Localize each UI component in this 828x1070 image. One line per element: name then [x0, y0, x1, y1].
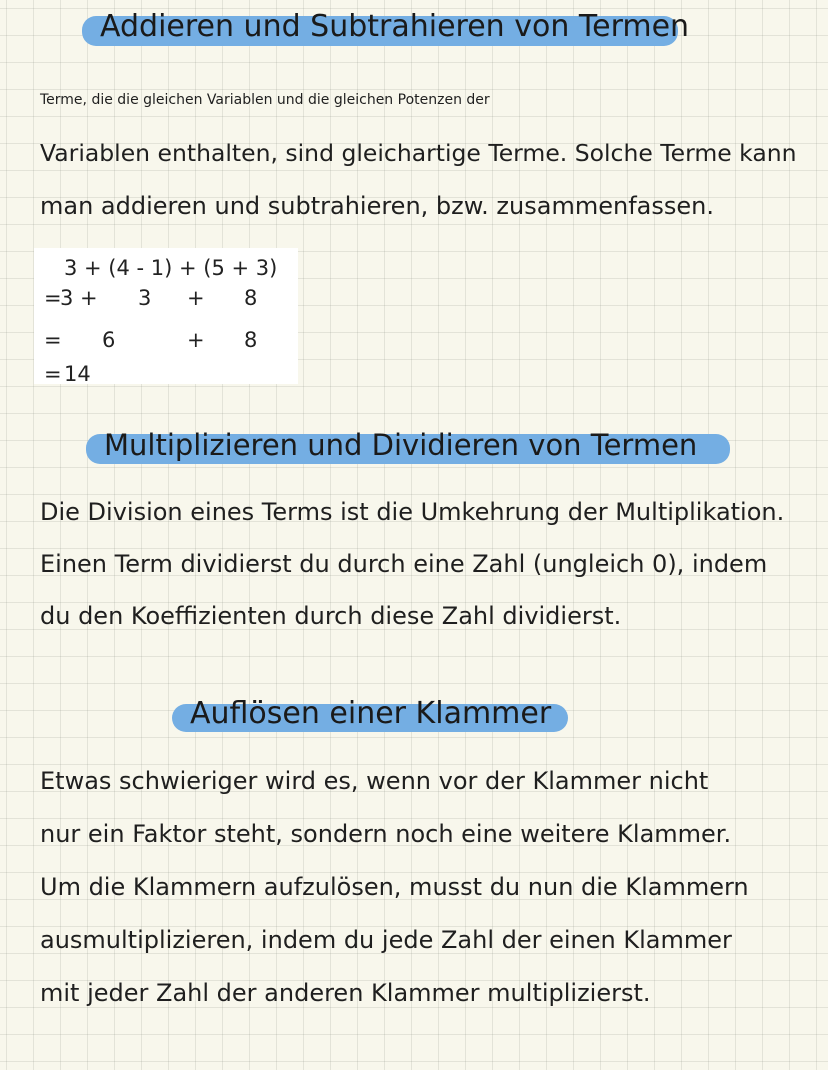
paragraph-line: du den Koeffizienten durch diese Zahl dividierst. [40, 602, 622, 630]
paragraph-line: Variablen enthalten, sind gleichartige Terme. Solche Terme kann [40, 139, 797, 167]
paragraph-line: Um die Klammern aufzulösen, musst du nun die Klammern [40, 873, 749, 901]
example-equals: = [44, 362, 62, 386]
paragraph-line: ausmultiplizieren, indem du jede Zahl der einen Klammer [40, 926, 732, 954]
example-term: 3 + [60, 286, 98, 310]
paragraph-line: Die Division eines Terms ist die Umkehrung der Multiplikation. [40, 498, 785, 526]
section-heading-multiplizieren: Multiplizieren und Dividieren von Termen [104, 428, 698, 462]
example-term: 8 [244, 286, 258, 310]
paragraph-line: Etwas schwieriger wird es, wenn vor der Klammer nicht [40, 767, 709, 795]
paragraph-line: Einen Term dividierst du durch eine Zahl (ungleich 0), indem [40, 550, 768, 578]
example-term: 6 [102, 328, 116, 352]
example-expression: 3 + (4 - 1) + (5 + 3) [64, 256, 278, 280]
paragraph-line: Terme, die die gleichen Variablen und die gleichen Potenzen der [40, 92, 490, 108]
section-paragraph-multiplizieren [40, 486, 784, 642]
example-box [34, 248, 298, 384]
paragraph-line: mit jeder Zahl der anderen Klammer multiplizierst. [40, 979, 651, 1007]
example-result: 14 [64, 362, 91, 386]
example-term: 3 [138, 286, 152, 310]
example-term: 8 [244, 328, 258, 352]
example-operator: + [187, 286, 205, 310]
paragraph-line: nur ein Faktor steht, sondern noch eine weitere Klammer. [40, 820, 732, 848]
section-heading-addieren: Addieren und Subtrahieren von Termen [100, 9, 690, 44]
section-paragraph-aufloesen [40, 755, 749, 1020]
section-heading-aufloesen: Auflösen einer Klammer [190, 696, 552, 731]
paragraph-line: man addieren und subtrahieren, bzw. zusammenfassen. [40, 192, 714, 220]
example-operator: + [187, 328, 205, 352]
example-equals: = [44, 286, 62, 310]
section-paragraph-addieren [40, 74, 797, 233]
example-equals: = [44, 328, 62, 352]
